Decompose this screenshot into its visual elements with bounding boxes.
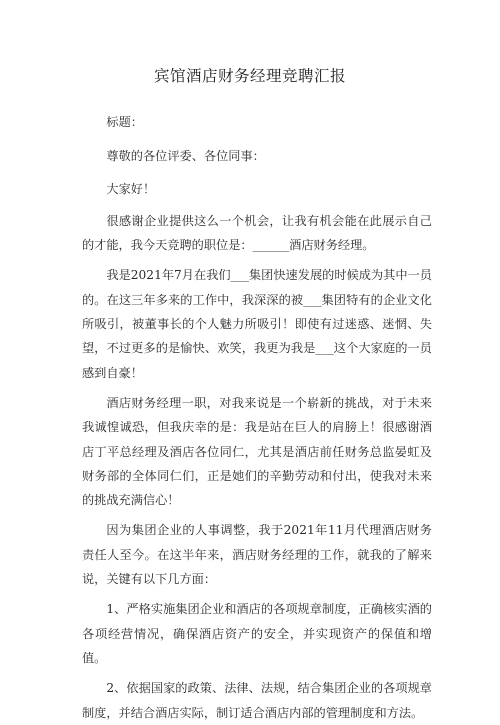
paragraph-appointment: 因为集团企业的人事调整，我于2021年11月代理酒店财务责任人至今。在这半年来，酒店财务经理的工作，就我的了解来说，关键有以下几方面：: [82, 523, 432, 587]
paragraph-intro: 很感谢企业提供这么一个机会，让我有机会能在此展示自己的才能，我今天竞聘的职位是：______酒店财务经理。: [82, 213, 432, 253]
paragraph-duty-2: 2、依据国家的政策、法律、法规，结合集团企业的各项规章制度，并结合酒店实际，制订适合酒店内部的管理制度和方法。: [82, 681, 432, 720]
document-title: 宾馆酒店财务经理竞聘汇报: [153, 67, 346, 85]
paragraph-greeting: 大家好！: [106, 181, 156, 196]
paragraph-salutation: 尊敬的各位评委、各位同事：: [106, 149, 265, 164]
paragraph-background: 我是2021年7月在我们___集团快速发展的时候成为其中一员的。在这三年多来的工作中，我深深的被___集团特有的企业文化所吸引，被董事长的个人魅力所吸引！即使有过迷惑、迷惘、失望，不过更多的是愉快、欢笑，我更为我是___这个大家庭的一员感到自豪！: [82, 268, 432, 380]
document-body: [82, 110, 432, 725]
paragraph-heading-label: 标题：: [106, 115, 143, 129]
paragraph-challenge: 酒店财务经理一职，对我来说是一个崭新的挑战，对于未来我诚惶诚恐，但我庆幸的是：我是站在巨人的肩膀上！很感谢酒店丁平总经理及酒店各位同仁，尤其是酒店前任财务总监晏虹及财务部的全体同仁们，正是她们的辛勤劳动和付出，使我对未来的挑战充满信心！: [82, 395, 432, 508]
paragraph-duty-1: 1、严格实施集团企业和酒店的各项规章制度，正确核实酒的各项经营情况，确保酒店资产的安全，并实现资产的保值和增值。: [82, 602, 432, 665]
